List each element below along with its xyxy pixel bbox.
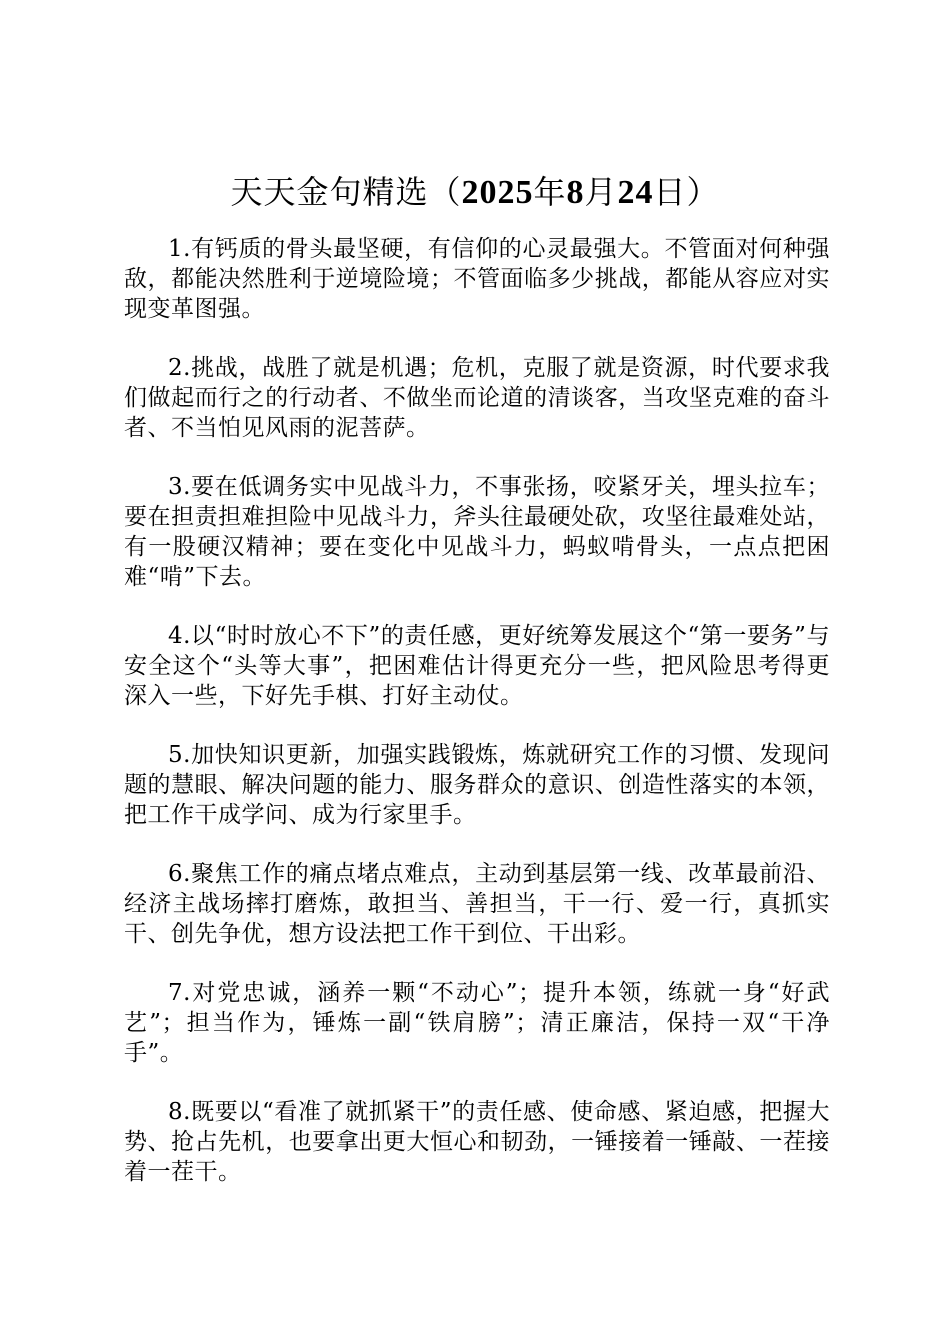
quote-item-7: 7.对党忠诚，涵养一颗“不动心”；提升本领，练就一身“好武艺”；担当作为，锤炼一副“铁肩膀”；清正廉洁，保持一双“干净手”。 <box>124 980 830 1066</box>
title-prefix: 天天金句精选（ <box>230 173 462 211</box>
title-year-unit: 年 <box>533 173 567 211</box>
quote-item-2: 2.挑战，战胜了就是机遇；危机，克服了就是资源，时代要求我们做起而行之的行动者、不做坐而论道的清谈客，当攻坚克难的奋斗者、不当怕见风雨的泥菩萨。 <box>124 355 830 441</box>
page-title <box>0 168 950 217</box>
title-day: 24 <box>617 174 654 211</box>
title-year: 2025 <box>461 174 534 211</box>
quote-item-8: 8.既要以“看准了就抓紧干”的责任感、使命感、紧迫感，把握大势、抢占先机，也要拿出更大恒心和韧劲，一锤接着一锤敲、一茬接着一茬干。 <box>124 1099 830 1185</box>
quote-item-5: 5.加快知识更新，加强实践锻炼，炼就研究工作的习惯、发现问题的慧眼、解决问题的能力、服务群众的意识、创造性落实的本领，把工作干成学问、成为行家里手。 <box>124 742 830 828</box>
title-month: 8 <box>566 174 585 211</box>
quote-item-4: 4.以“时时放心不下”的责任感，更好统筹发展这个“第一要务”与安全这个“头等大事”，把困难估计得更充分一些，把风险思考得更深入一些，下好先手棋、打好主动仗。 <box>124 623 830 709</box>
quote-item-3: 3.要在低调务实中见战斗力，不事张扬，咬紧牙关，埋头拉车；要在担责担难担险中见战斗力，斧头往最硬处砍，攻坚往最难处站，有一股硬汉精神；要在变化中见战斗力，蚂蚁啃骨头，一点点把困难“啃”下去。 <box>124 474 830 590</box>
quote-list <box>124 234 830 1216</box>
title-month-unit: 月 <box>584 173 618 211</box>
quote-item-6: 6.聚焦工作的痛点堵点难点，主动到基层第一线、改革最前沿、经济主战场摔打磨炼，敢担当、善担当，干一行、爱一行，真抓实干、创先争优，想方设法把工作干到位、干出彩。 <box>124 861 830 947</box>
quote-item-1: 1.有钙质的骨头最坚硬，有信仰的心灵最强大。不管面对何种强敌，都能决然胜利于逆境险境；不管面临多少挑战，都能从容应对实现变革图强。 <box>124 236 830 322</box>
title-suffix: 日） <box>653 173 720 211</box>
